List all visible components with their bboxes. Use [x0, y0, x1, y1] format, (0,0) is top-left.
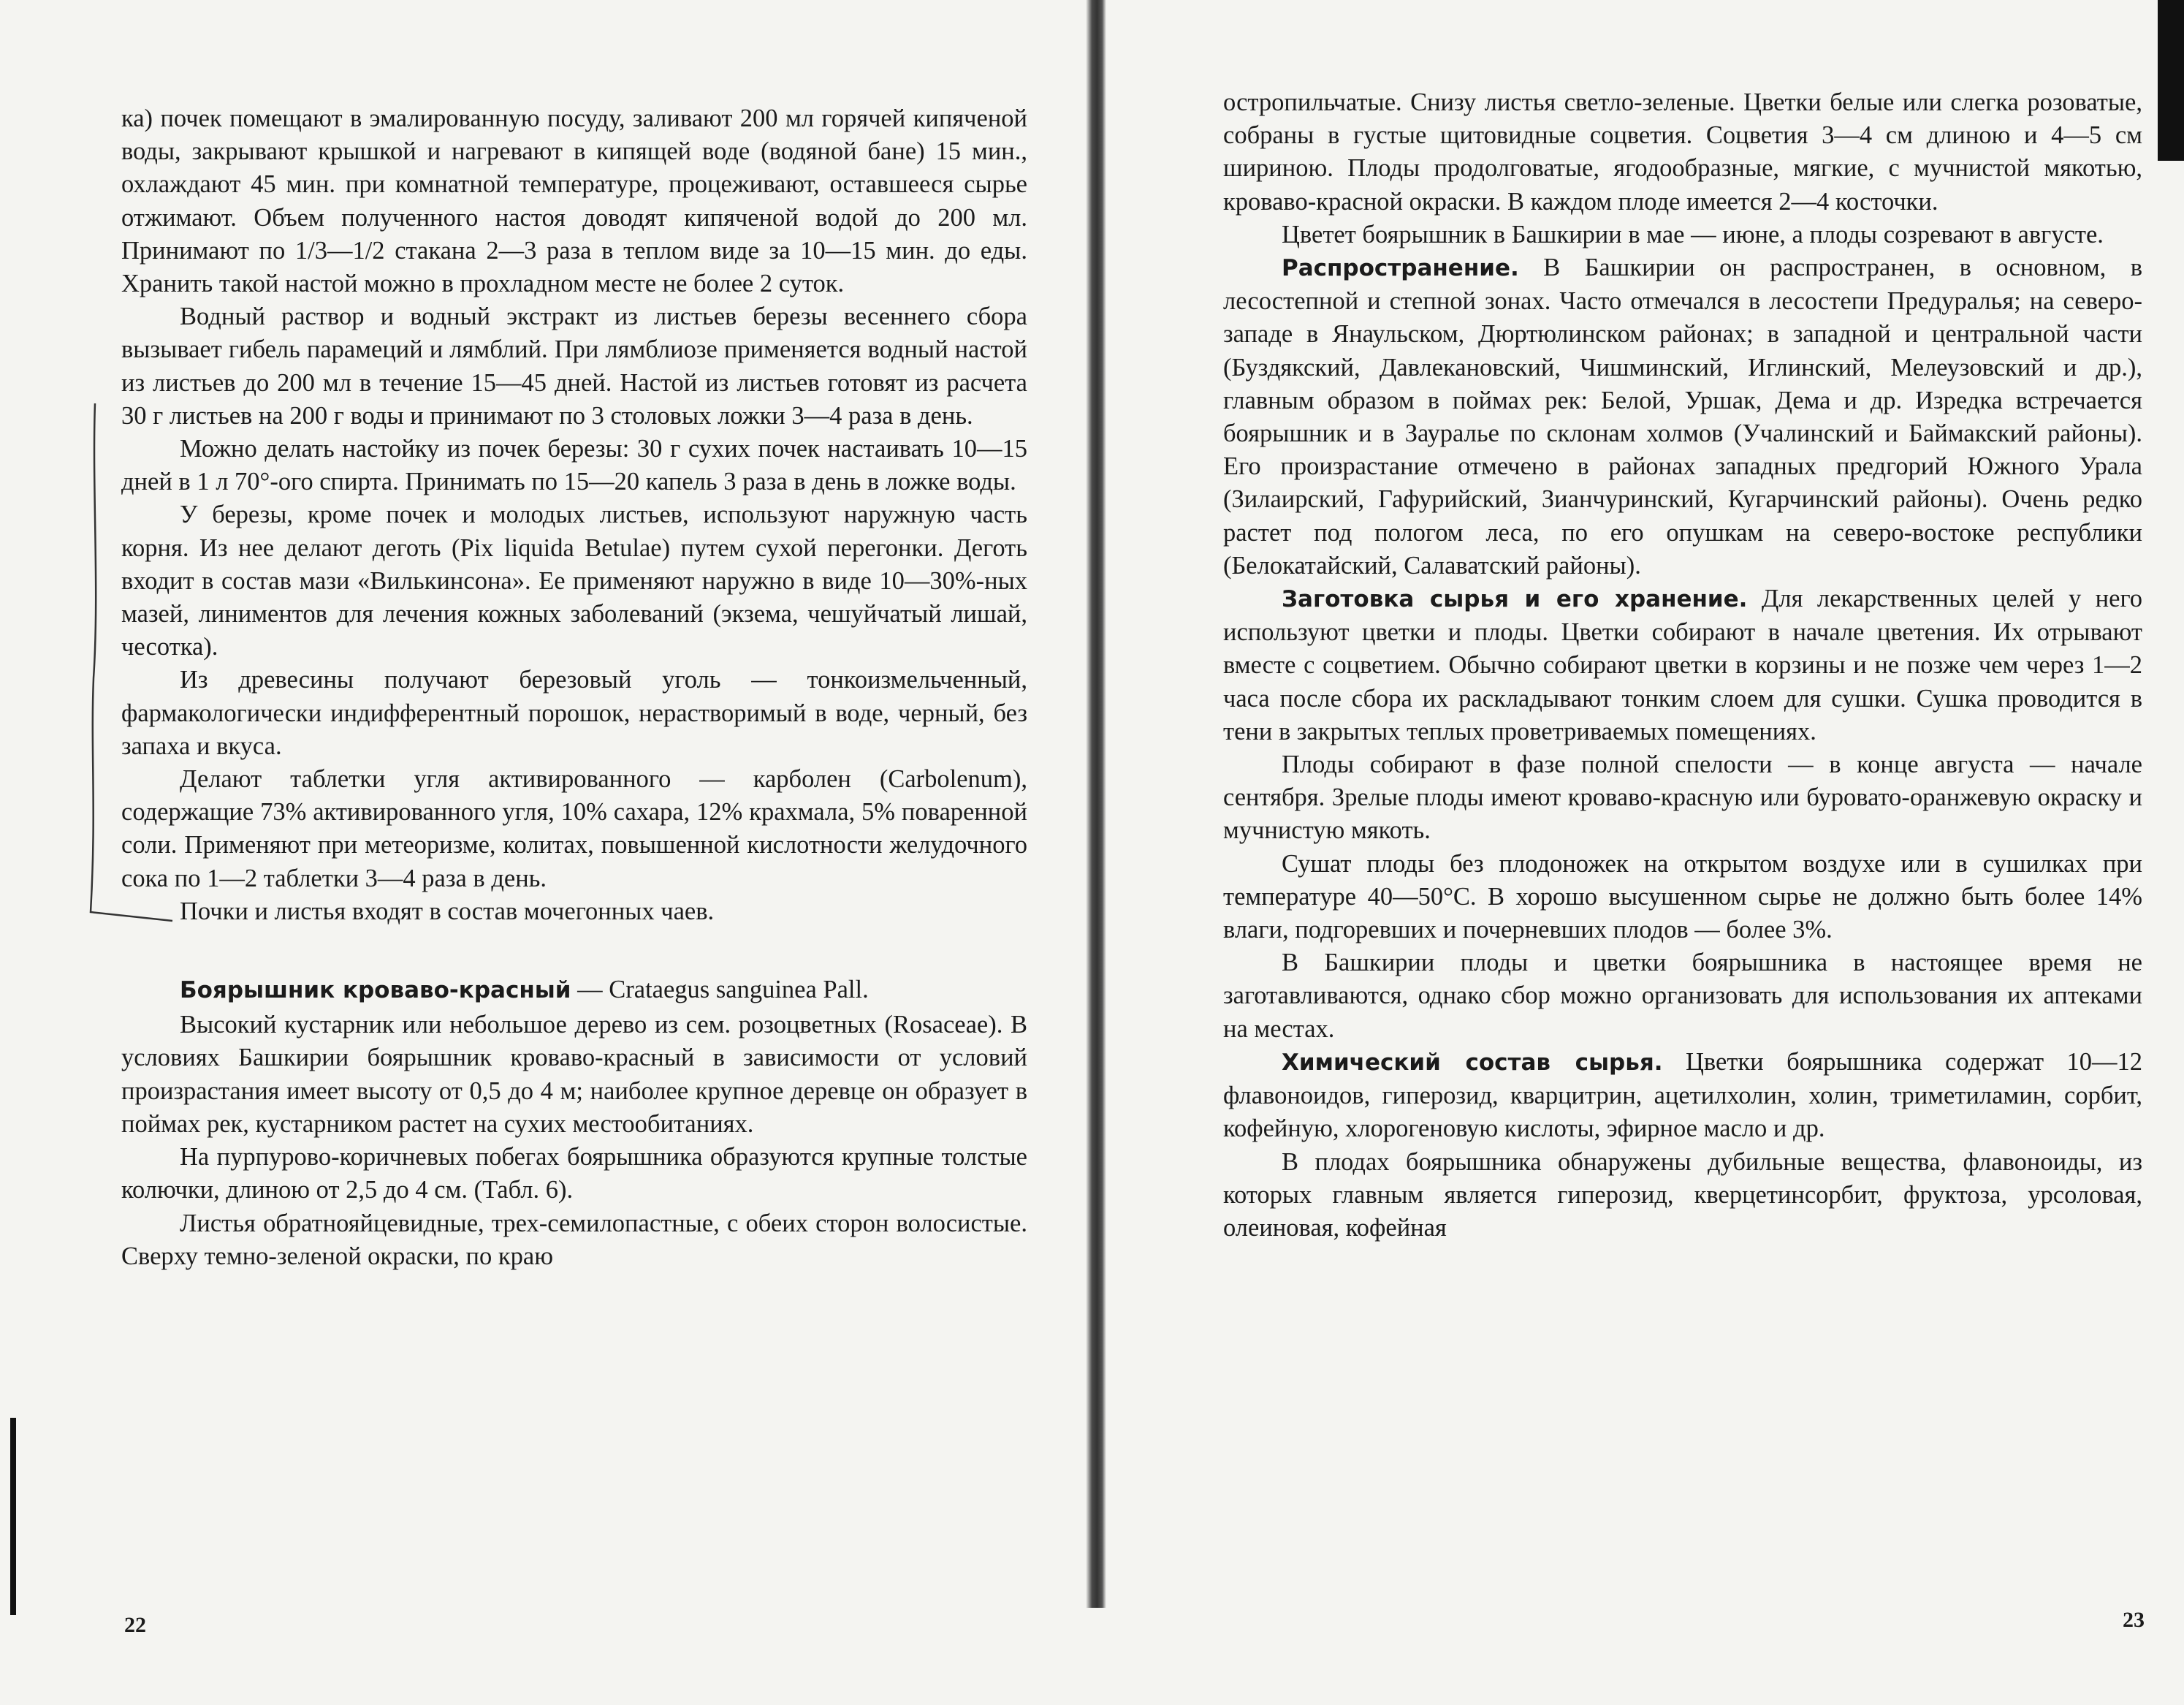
- paragraph: [1223, 251, 2142, 582]
- article-title-name: Боярышник кроваво-красный: [180, 977, 571, 1004]
- paragraph-text: Для лекарственных целей у него используют цветки и плоды. Цветки собирают в начале цветения. Их отрывают вместе с соцветием. Обычно собирают цветки в корзины и не позже чем через 1—2 часа после сбора их раскладывают тонким слоем для сушки. Сушка проводится в тени в закрытых теплых проветриваемых помещениях.: [1223, 585, 2142, 745]
- paragraph: Водный раствор и водный экстракт из листьев березы весеннего сбора вызывает гибель парамеций и лямблий. При лямблиозе применяется водный настой из листьев до 200 мл в течение 15—45 дней. Настой из листьев готовят из расчета 30 г листьев на 200 г воды и принимают по 3 столовых ложки 3—4 раза в день.: [121, 303, 1027, 430]
- paragraph: Сушат плоды без плодоножек на открытом воздухе или в сушилках при температуре 40—50°С. В хорошо высушенном сырье не должно быть более 14% влаги, подгоревших и почерневших плодов — более 3%.: [1223, 849, 2142, 944]
- section-heading: Химический состав сырья.: [1282, 1049, 1663, 1076]
- section-heading: Распространение.: [1282, 255, 1519, 282]
- section-heading: Заготовка сырья и его хранение.: [1282, 586, 1748, 613]
- paragraph: Цветет боярышник в Башкирии в мае — июне, а плоды созревают в августе.: [1282, 220, 2104, 248]
- right-page: [1092, 0, 2184, 1705]
- paragraph: На пурпурово-коричневых побегах боярышника образуются крупные толстые колючки, длиною от 2,5 до 4 см. (Табл. 6).: [121, 1143, 1027, 1204]
- paragraph: [1223, 1046, 2142, 1146]
- paragraph: [1223, 582, 2142, 748]
- paragraph: ка) почек помещают в эмалированную посуду, заливают 200 мл горячей кипяченой воды, закрывают крышкой и нагревают в кипящей воде (водяной бане) 15 мин., охлаждают 45 мин. при комнатной температуре, процеживают, оставшееся сырье отжимают. Объем полученного настоя доводят кипяченой водой до 200 мл. Принимают по 1/3—1/2 стакана 2—3 раза в теплом виде за 10—15 мин. до еды. Хранить такой настой можно в прохладном месте не более 2 суток.: [121, 105, 1027, 298]
- page-number-left: 22: [124, 1613, 146, 1637]
- paragraph-text: Цветки боярышника содержат 10—12 флавоноидов, гиперозид, кварцитрин, ацетилхолин, холин, триметиламин, сорбит, кофейную, хлорогеновую кислоты, эфирное масло и др.: [1223, 1047, 2143, 1143]
- page-number-right: 23: [2123, 1608, 2145, 1632]
- paragraph: остропильчатые. Снизу листья светло-зеленые. Цветки белые или слегка розоватые, собраны в густые щитовидные соцветия. Соцветия 3—4 см длиною и 4—5 см шириною. Плоды продолговатые, ягодообразные, мягкие, с мучнистой мякотью, кроваво-красной окраски. В каждом плоде имеется 2—4 косточки.: [1223, 88, 2142, 216]
- article-title-latin: — Crataegus sanguinea Pall.: [577, 976, 869, 1004]
- scan-edge-mark: [10, 1418, 16, 1615]
- scan-edge-mark: [2158, 0, 2184, 161]
- paragraph: Высокий кустарник или небольшое дерево из сем. розоцветных (Rosaceae). В условиях Башкирии боярышник кроваво-красный в зависимости от условий произрастания имеет высоту от 0,5 до 4 м; наиболее крупное деревце он образует в поймах рек, кустарником растет на сухих местообитаниях.: [121, 1011, 1027, 1138]
- paragraph-text: В Башкирии он распространен, в основном, в лесостепной и степной зонах. Часто отмечался в лесостепи Предуралья; на северо-западе в Янаульском, Дюртюлинском районах; в западной и центральной части (Буздякский, Давлекановский, Чишминский, Иглинский, Мелеузовский и др.), главным образом в поймах рек: Белой, Уршак, Дема и др. Изредка встречается боярышник и в Зауралье по склонам холмов (Учалинский и Баймакский районы). Его произрастание отмечено в районах западных предгорий Южного Урала (Зилаирский, Гафурийский, Зианчуринский, Кугарчинский районы). Очень редко растет под пологом леса, по его опушкам на северо-востоке республики (Белокатайский, Салаватский районы).: [1223, 254, 2142, 580]
- paragraph: У березы, кроме почек и молодых листьев, используют наружную часть корня. Из нее делают деготь (Pix liquida Betulae) путем сухой перегонки. Деготь входит в состав мази «Вилькинсона». Ее применяют наружно в виде 10—30%-ных мазей, линиментов для лечения кожных заболеваний (экзема, чешуйчатый лишай, чесотка).: [121, 501, 1027, 661]
- right-text-column: [1223, 86, 2142, 1245]
- paragraph: Плоды собирают в фазе полной спелости — в конце августа — начале сентября. Зрелые плоды имеют кроваво-красную или буровато-оранжевую окраску и мучнистую мякоть.: [1223, 751, 2142, 845]
- paragraph: Из древесины получают березовый уголь — тонкоизмельченный, фармакологически индифферентный порошок, нерастворимый в воде, черный, без запаха и вкуса.: [121, 666, 1027, 760]
- article-title: [121, 973, 1027, 1007]
- paragraph: В плодах боярышника обнаружены дубильные вещества, флавоноиды, из которых главным является гиперозид, кверцетинсорбит, фруктоза, урсоловая, олеиновая, кофейная: [1223, 1147, 2142, 1242]
- left-text-column: [121, 102, 1027, 1273]
- paragraph: Листья обратнояйцевидные, трех-семилопастные, с обеих сторон волосистые. Сверху темно-зеленой окраски, по краю: [121, 1209, 1027, 1270]
- paragraph: Делают таблетки угля активированного — карболен (Carbolenum), содержащие 73% активированного угля, 10% сахара, 12% крахмала, 5% поваренной соли. Применяют при метеоризме, колитах, повышенной кислотности желудочного сока по 1—2 таблетки 3—4 раза в день.: [121, 765, 1027, 892]
- paragraph: Можно делать настойку из почек березы: 30 г сухих почек настаивать 10—15 дней в 1 л 70°-ого спирта. Принимать по 15—20 капель 3 раза в день в ложке воды.: [121, 435, 1027, 496]
- paragraph: В Башкирии плоды и цветки боярышника в настоящее время не заготавливаются, однако сбор можно организовать для использования их аптеками на местах.: [1223, 949, 2142, 1043]
- paragraph: Почки и листья входят в состав мочегонных чаев.: [180, 897, 715, 925]
